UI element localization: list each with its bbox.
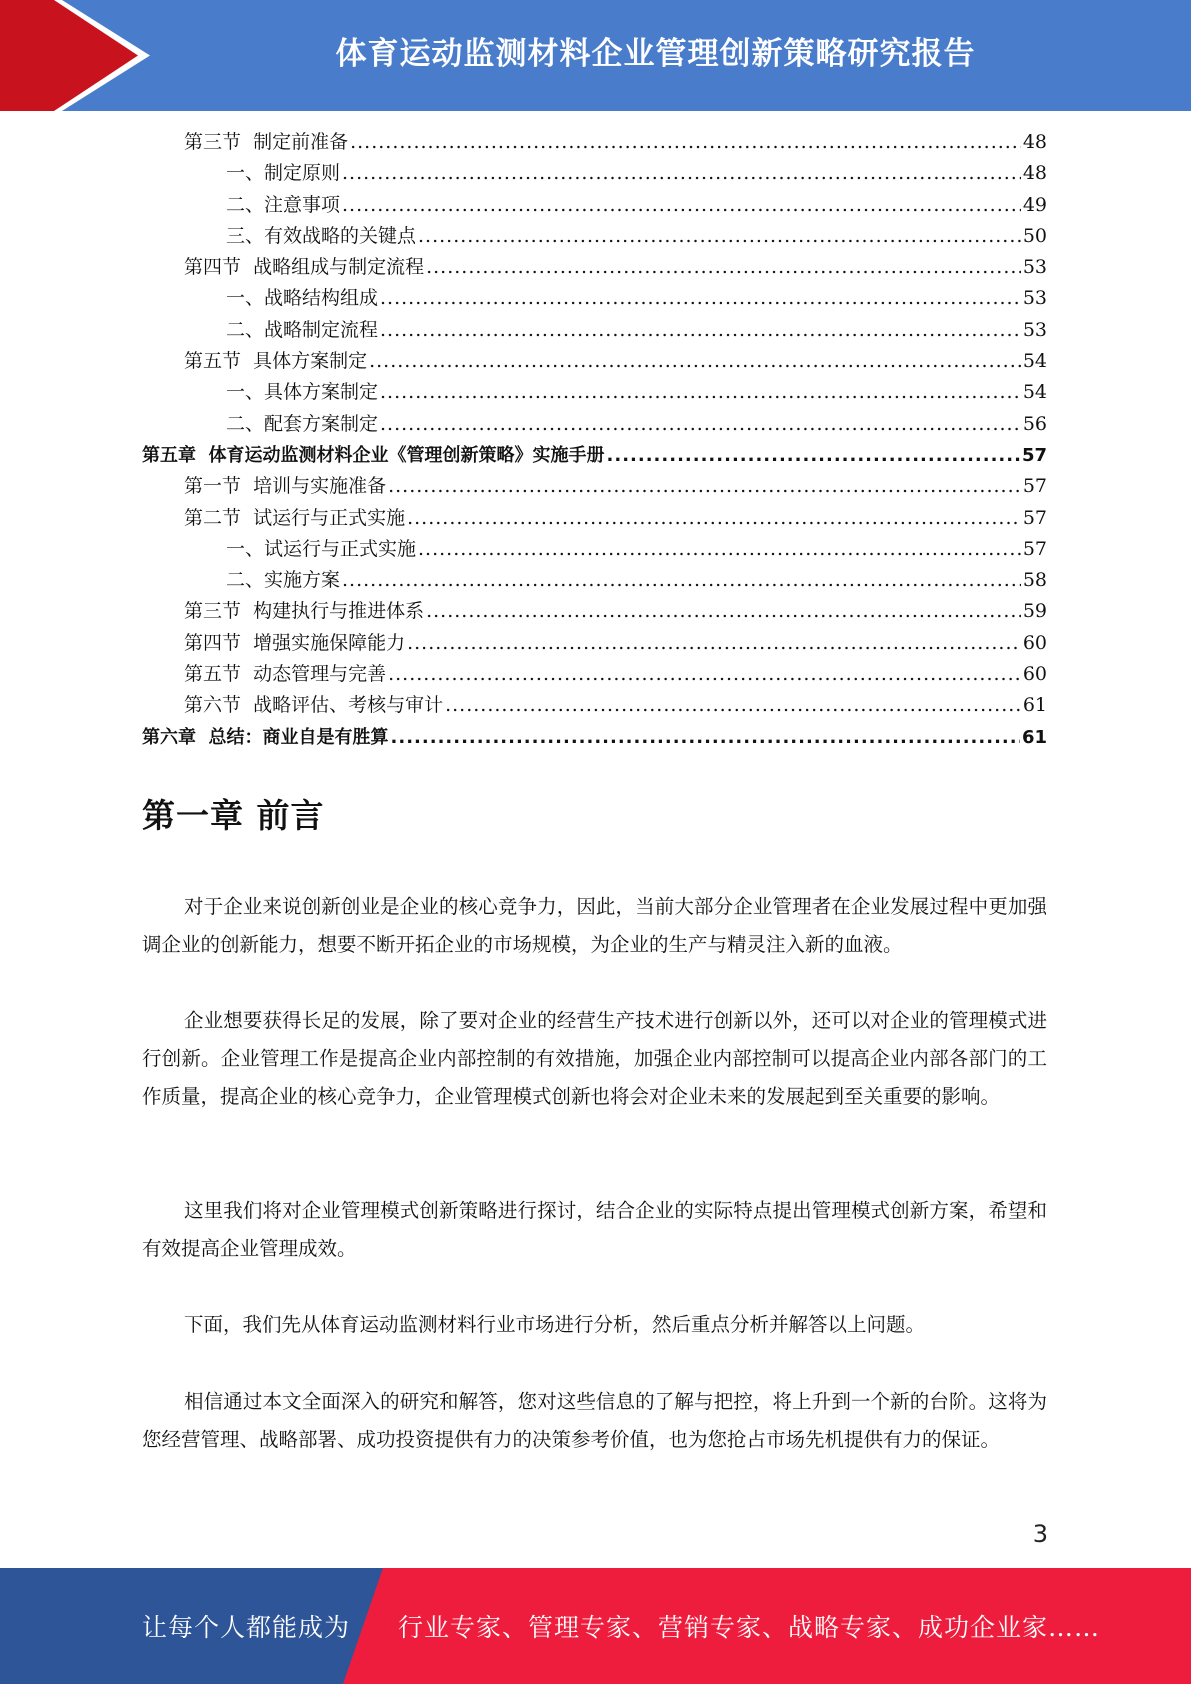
toc-entry-title: 二、注意事项	[226, 193, 341, 216]
toc-entry-title: 一、试运行与正式实施	[226, 537, 417, 560]
toc-entry[interactable]	[142, 409, 1047, 440]
toc-leader-dots	[342, 565, 1021, 596]
toc-page-number: 48	[1022, 131, 1047, 153]
toc-leader-dots	[369, 346, 1021, 377]
paragraph: 对于企业来说创新创业是企业的核心竞争力，因此，当前大部分企业管理者在企业发展过程中更加强调企业的创新能力，想要不断开拓企业的市场规模，为企业的生产与精灵注入新的血液。	[142, 895, 1047, 956]
page-number: 3	[1032, 1520, 1048, 1548]
toc-leader-dots	[342, 158, 1021, 189]
toc-leader-dots	[380, 377, 1021, 408]
toc-entry[interactable]	[142, 596, 1047, 627]
toc-entry-title: 第六章 总结：商业自是有胜算	[142, 726, 389, 748]
toc-entry-title: 第二节 试运行与正式实施	[184, 506, 406, 529]
toc-page-number: 61	[1021, 726, 1047, 748]
toc-entry-title: 第五章 体育运动监测材料企业《管理创新策略》实施手册	[142, 444, 605, 466]
toc-page-number: 60	[1022, 663, 1047, 686]
toc-leader-dots	[445, 690, 1021, 721]
toc-entry[interactable]	[142, 346, 1047, 377]
toc-page-number: 60	[1022, 631, 1047, 654]
toc-entry[interactable]	[142, 503, 1047, 534]
toc-leader-dots	[380, 315, 1021, 346]
toc-page-number: 53	[1022, 256, 1047, 279]
toc-page-number: 50	[1022, 224, 1047, 247]
toc-entry[interactable]	[142, 628, 1047, 659]
toc-entry[interactable]	[142, 283, 1047, 314]
toc-leader-dots	[342, 190, 1021, 221]
toc-leader-dots	[418, 534, 1021, 565]
page-footer	[0, 1568, 1191, 1684]
toc-page-number: 57	[1022, 475, 1047, 498]
toc-entry[interactable]	[142, 158, 1047, 189]
toc-entry[interactable]	[142, 440, 1047, 471]
toc-leader-dots	[418, 221, 1021, 252]
toc-page-number: 56	[1022, 412, 1047, 435]
toc-page-number: 57	[1022, 506, 1047, 529]
footer-slogan-right: 行业专家、管理专家、营销专家、战略专家、成功企业家……	[398, 1613, 1101, 1642]
toc-entry[interactable]	[142, 190, 1047, 221]
toc-page-number: 58	[1022, 569, 1047, 592]
toc-leader-dots	[388, 471, 1021, 502]
toc-entry[interactable]	[142, 690, 1047, 721]
toc-entry-title: 第四节 增强实施保障能力	[184, 631, 406, 654]
toc-page-number: 53	[1022, 318, 1047, 341]
toc-leader-dots	[426, 596, 1021, 627]
toc-entry-title: 二、实施方案	[226, 569, 341, 592]
page-header	[0, 0, 1191, 111]
toc-page-number: 48	[1022, 162, 1047, 185]
header-red-chevron	[0, 0, 150, 111]
toc-leader-dots	[607, 440, 1020, 471]
toc-entry[interactable]	[142, 471, 1047, 502]
toc-leader-dots	[407, 503, 1021, 534]
toc-entry-title: 第五节 具体方案制定	[184, 350, 368, 373]
toc-entry-title: 一、战略结构组成	[226, 287, 379, 310]
toc-entry-title: 第三节 构建执行与推进体系	[184, 600, 425, 623]
chapter-title: 第一章 前言	[142, 796, 325, 835]
toc-leader-dots	[391, 722, 1020, 753]
toc-entry-title: 三、有效战略的关键点	[226, 224, 417, 247]
toc-page-number: 54	[1022, 350, 1047, 373]
toc-leader-dots	[407, 628, 1021, 659]
toc-leader-dots	[388, 659, 1021, 690]
paragraph: 企业想要获得长足的发展，除了要对企业的经营生产技术进行创新以外，还可以对企业的管理模式进行创新。企业管理工作是提高企业内部控制的有效措施，加强企业内部控制可以提高企业内部各部门的工作质量，提高企业的核心竞争力，企业管理模式创新也将会对企业未来的发展起到至关重要的影响。	[142, 1009, 1047, 1108]
paragraph: 相信通过本文全面深入的研究和解答，您对这些信息的了解与把控，将上升到一个新的台阶。这将为您经营管理、战略部署、成功投资提供有力的决策参考价值，也为您抢占市场先机提供有力的保证。	[142, 1390, 1047, 1451]
report-title: 体育运动监测材料企业管理创新策略研究报告	[335, 35, 976, 72]
toc-entry[interactable]	[142, 252, 1047, 283]
toc-entry[interactable]	[142, 221, 1047, 252]
toc-page-number: 57	[1021, 444, 1047, 466]
toc-page-number: 54	[1022, 381, 1047, 404]
toc-entry[interactable]	[142, 127, 1047, 158]
toc-page-number: 57	[1022, 537, 1047, 560]
footer-slogan-left: 让每个人都能成为	[142, 1613, 351, 1642]
table-of-contents	[142, 127, 1047, 753]
toc-entry[interactable]	[142, 315, 1047, 346]
toc-leader-dots	[350, 127, 1021, 158]
toc-entry-title: 二、配套方案制定	[226, 412, 379, 435]
toc-entry-title: 第六节 战略评估、考核与审计	[184, 694, 444, 717]
toc-entry[interactable]	[142, 534, 1047, 565]
toc-page-number: 53	[1022, 287, 1047, 310]
paragraph: 下面，我们先从体育运动监测材料行业市场进行分析，然后重点分析并解答以上问题。	[184, 1313, 926, 1336]
toc-entry-title: 一、具体方案制定	[226, 381, 379, 404]
toc-page-number: 49	[1022, 193, 1047, 216]
toc-entry[interactable]	[142, 565, 1047, 596]
toc-entry[interactable]	[142, 722, 1047, 753]
toc-leader-dots	[380, 409, 1021, 440]
toc-entry[interactable]	[142, 377, 1047, 408]
toc-entry-title: 第三节 制定前准备	[184, 131, 349, 153]
toc-entry-title: 第四节 战略组成与制定流程	[184, 256, 425, 279]
toc-leader-dots	[380, 283, 1021, 314]
toc-entry[interactable]	[142, 659, 1047, 690]
toc-entry-title: 二、战略制定流程	[226, 318, 379, 341]
toc-page-number: 61	[1022, 694, 1047, 717]
toc-entry-title: 第五节 动态管理与完善	[184, 663, 387, 686]
toc-entry-title: 第一节 培训与实施准备	[184, 475, 387, 498]
toc-entry-title: 一、制定原则	[226, 162, 341, 185]
toc-leader-dots	[426, 252, 1021, 283]
paragraph: 这里我们将对企业管理模式创新策略进行探讨，结合企业的实际特点提出管理模式创新方案，希望和有效提高企业管理成效。	[142, 1199, 1047, 1260]
toc-page-number: 59	[1022, 600, 1047, 623]
